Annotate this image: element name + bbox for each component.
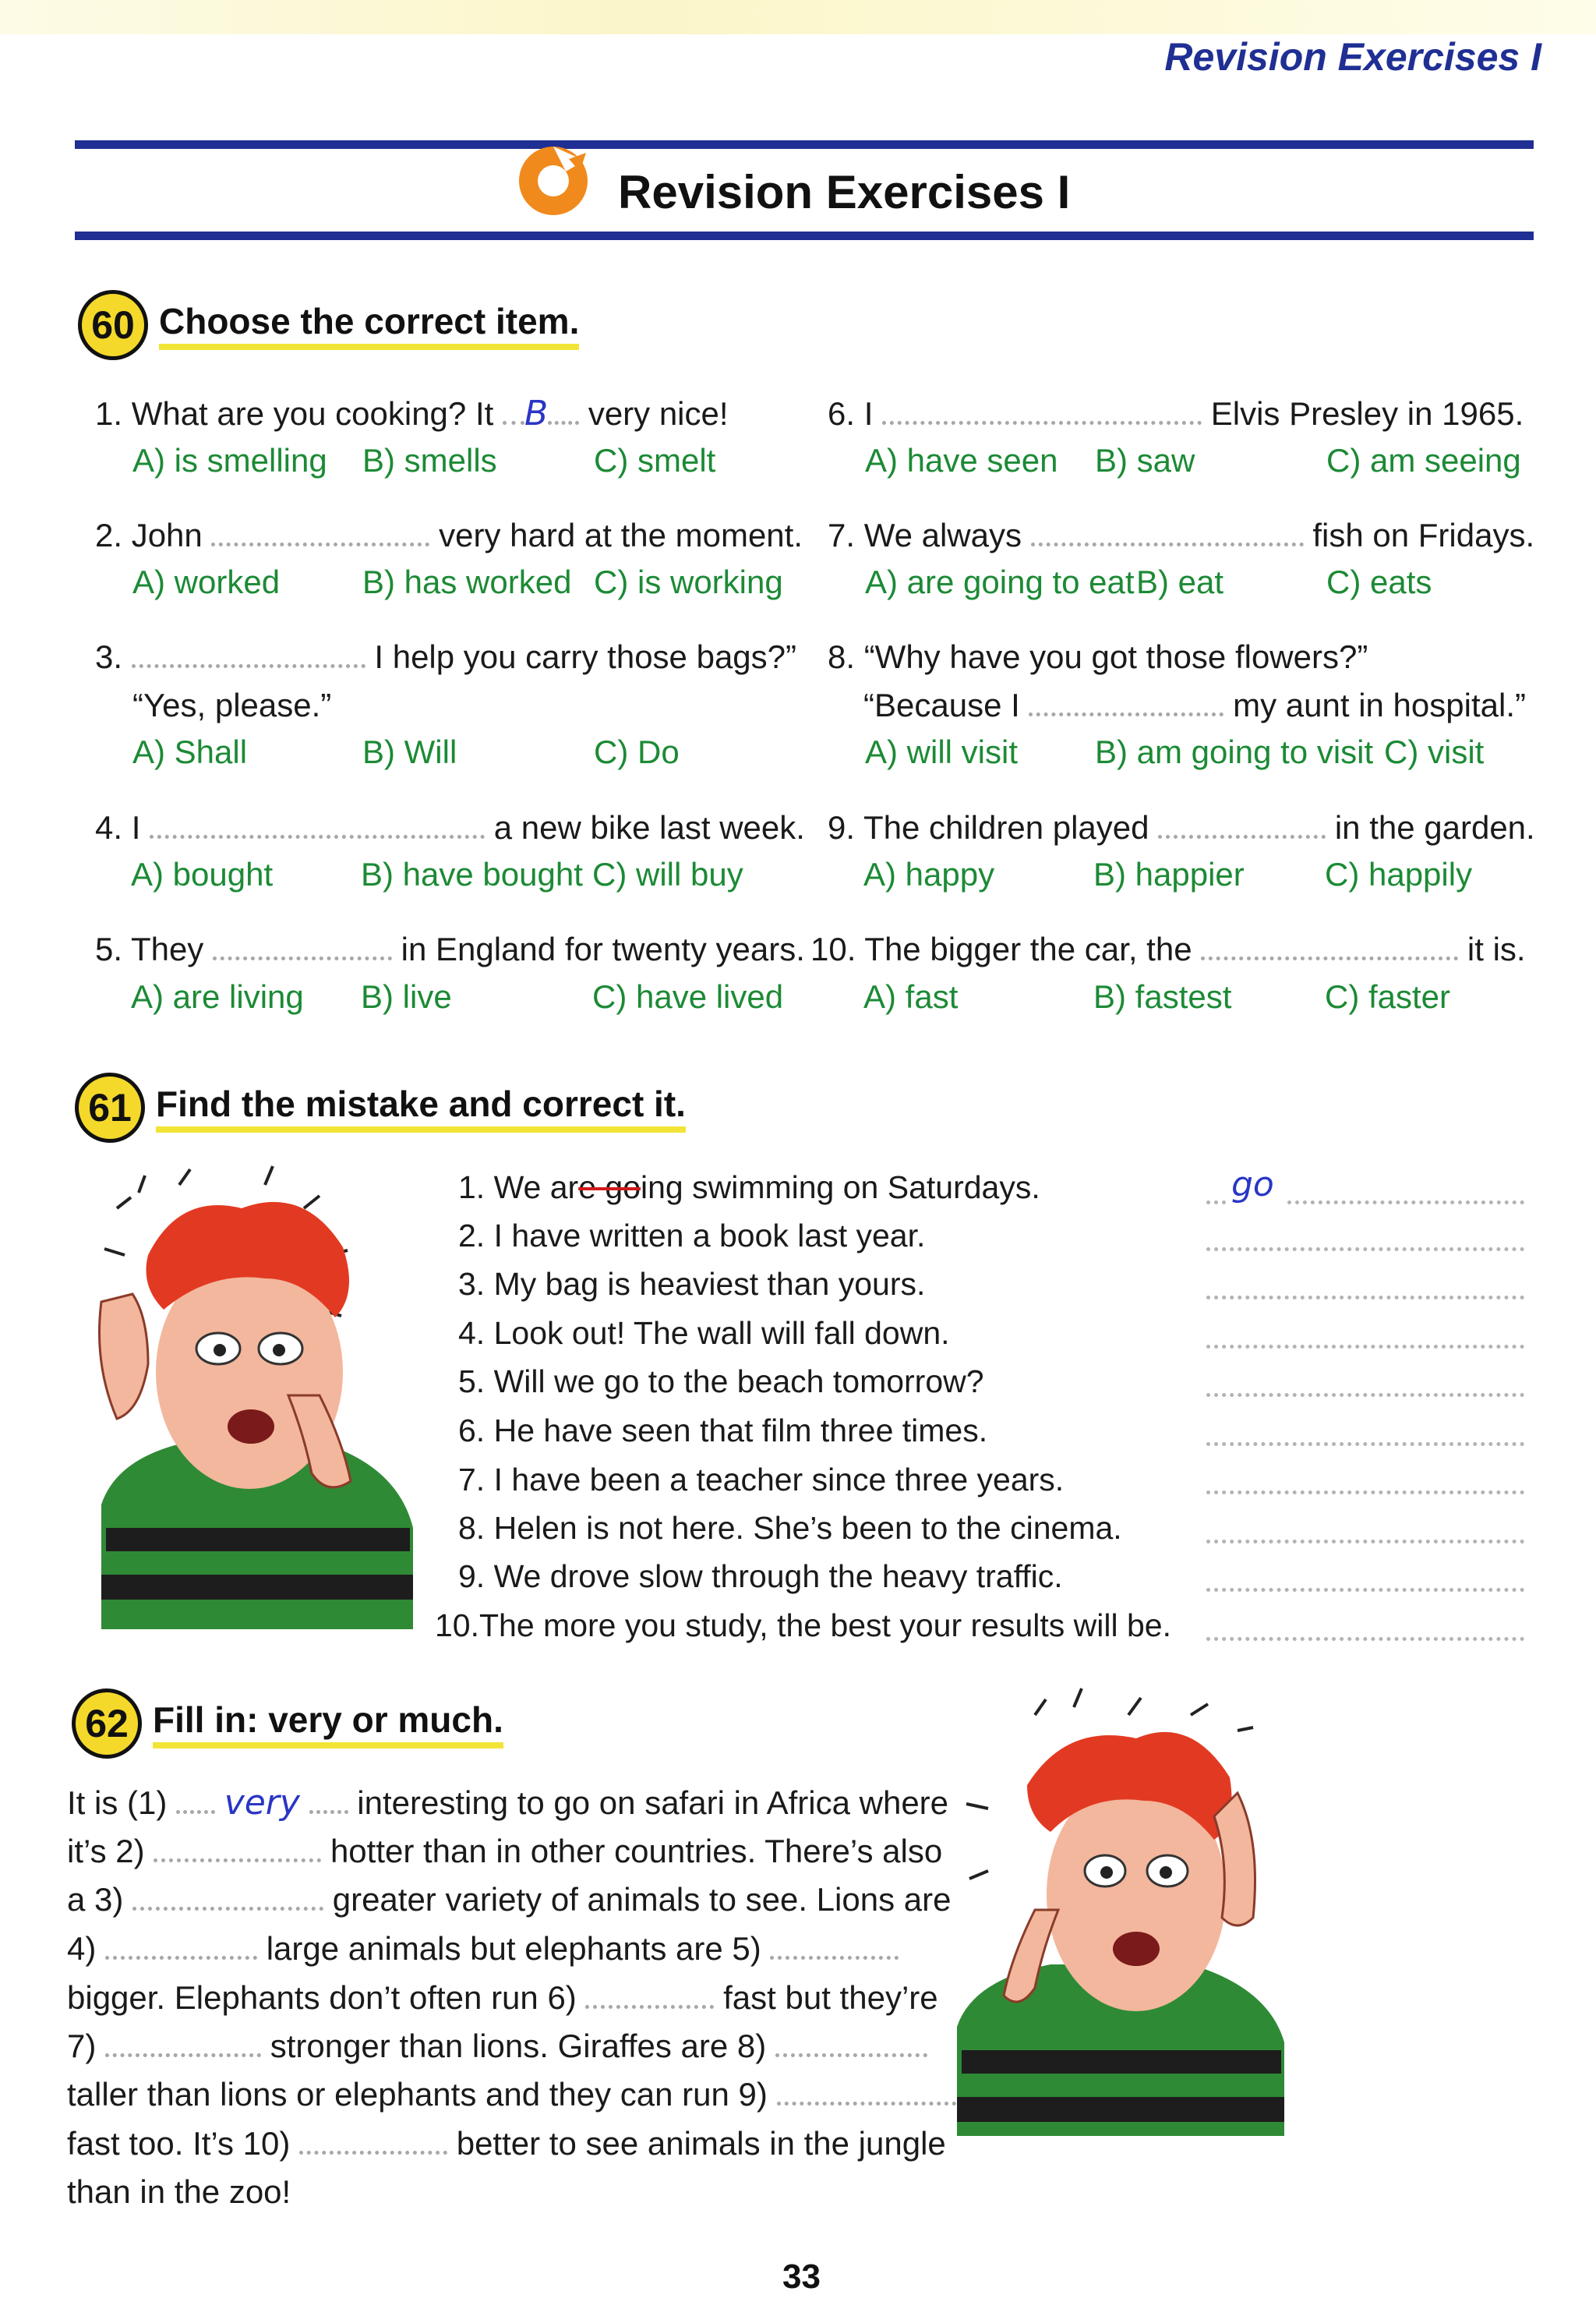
ex61-answer-line-7[interactable] xyxy=(1206,1490,1524,1494)
ex61-answer-line-2[interactable] xyxy=(1206,1247,1524,1251)
ex61-item-3: 3. My bag is heaviest than yours. xyxy=(458,1266,926,1302)
ex61-answer-line-3[interactable] xyxy=(1206,1296,1524,1299)
running-title: Revision Exercises I xyxy=(1164,35,1541,79)
ex62-line-8: fast too. It’s 10) better to see animals in the jungle xyxy=(67,2125,946,2162)
ex62-line-5: bigger. Elephants don’t often run 6) fast but they’re xyxy=(67,1979,938,2016)
ex61-item-2: 2. I have written a book last year. xyxy=(458,1218,926,1253)
ex61-answer-line-5[interactable] xyxy=(1206,1393,1524,1397)
ex61-item-8: 8. Helen is not here. She’s been to the cinema. xyxy=(458,1510,1122,1546)
ex60-item-2-option-a[interactable]: A) worked xyxy=(132,564,281,600)
ex60-item-8-option-b[interactable]: B) am going to visit xyxy=(1095,734,1374,770)
ex60-item-6-option-c[interactable]: C) am seeing xyxy=(1326,442,1521,479)
ex60-item-3-option-c[interactable]: C) Do xyxy=(594,734,680,770)
ex60-number-badge: 60 xyxy=(78,290,148,360)
ex60-item-1-option-b[interactable]: B) smells xyxy=(362,442,497,479)
ex60-item-3-option-b[interactable]: B) Will xyxy=(362,734,457,770)
ex60-item-2-option-b[interactable]: B) has worked xyxy=(362,564,572,600)
page-title: Revision Exercises I xyxy=(618,166,1071,218)
ex62-line-9: than in the zoo! xyxy=(67,2173,291,2210)
ex60-item-7: 7. We always fish on Fridays. xyxy=(828,517,1535,553)
ex62-line-6: 7) stronger than lions. Giraffes are 8) xyxy=(67,2027,927,2066)
ex62-line-1: It is (1) very interesting to go on safari in Africa where xyxy=(67,1783,949,1823)
ex60-item-9: 9. The children played in the garden. xyxy=(828,809,1535,846)
title-rule-top xyxy=(75,140,1534,149)
ex60-item-10-option-b[interactable]: B) fastest xyxy=(1093,978,1232,1015)
ex61-item-5: 5. Will we go to the beach tomorrow? xyxy=(458,1363,984,1399)
worried-boy-illustration-left xyxy=(70,1162,429,1629)
ex60-item-8-option-c[interactable]: C) visit xyxy=(1384,734,1485,770)
ex60-item-3: 3. I help you carry those bags?” xyxy=(95,638,797,675)
ex60-item-9-option-c[interactable]: C) happily xyxy=(1325,856,1473,893)
ex60-item-9-option-b[interactable]: B) happier xyxy=(1093,856,1245,893)
ex60-item-8-line2: “Because I my aunt in hospital.” xyxy=(863,687,1526,723)
ex62-number-badge: 62 xyxy=(72,1688,142,1759)
ex61-answer-line-8[interactable] xyxy=(1206,1540,1524,1543)
ex60-item-4-option-a[interactable]: A) bought xyxy=(131,856,274,893)
ex62-line-7: taller than lions or elephants and they can run 9) xyxy=(67,2075,956,2114)
ex60-item-3-line2: “Yes, please.” xyxy=(132,687,332,723)
ex61-item-7: 7. I have been a teacher since three years. xyxy=(458,1462,1065,1497)
ex62-header xyxy=(72,1688,503,1759)
top-color-band xyxy=(0,0,1596,34)
ex60-item-2-option-c[interactable]: C) is working xyxy=(594,564,783,600)
ex61-answer-line-1b[interactable] xyxy=(1287,1200,1524,1204)
ex61-answer-line-10[interactable] xyxy=(1206,1637,1524,1641)
ex62-line-4: 4) large animals but elephants are 5) xyxy=(67,1929,899,1968)
ex61-item-10: 10.The more you study, the best your results will be. xyxy=(435,1607,1171,1643)
ex61-header xyxy=(75,1073,686,1143)
ex60-item-8-option-a[interactable]: A) will visit xyxy=(865,734,1018,770)
ex60-item-5: 5. They in England for twenty years. xyxy=(95,931,805,967)
ex60-item-4-option-b[interactable]: B) have bought xyxy=(361,856,583,893)
ex60-item-1-option-c[interactable]: C) smelt xyxy=(594,442,716,479)
ex60-item-4: 4. I a new bike last week. xyxy=(95,809,805,846)
ex61-item-4: 4. Look out! The wall will fall down. xyxy=(458,1315,950,1351)
ex60-item-7-option-c[interactable]: C) eats xyxy=(1326,564,1432,600)
ex61-answer-line-6[interactable] xyxy=(1206,1442,1524,1446)
ex60-instruction: Choose the correct item. xyxy=(159,300,579,350)
ex60-item-10-option-a[interactable]: A) fast xyxy=(863,978,959,1015)
ex60-item-5-option-c[interactable]: C) have lived xyxy=(592,978,784,1015)
ex61-answer-1: go xyxy=(1231,1165,1274,1204)
ex60-item-6-option-b[interactable]: B) saw xyxy=(1095,442,1195,479)
ex60-answer-1: B xyxy=(524,394,549,433)
page-number: 33 xyxy=(782,2258,821,2296)
ex62-line-3: a 3) greater variety of animals to see. Lions are xyxy=(67,1881,952,1918)
worried-boy-illustration-right xyxy=(941,1684,1308,2136)
ex60-item-9-option-a[interactable]: A) happy xyxy=(863,856,995,893)
ex61-answer-line-1a xyxy=(1206,1200,1226,1204)
ex61-strikethrough: e go xyxy=(578,1169,641,1205)
ex61-item-6: 6. He have seen that film three times. xyxy=(458,1413,988,1448)
ex62-line-2: it’s 2) hotter than in other countries. There’s also xyxy=(67,1833,943,1869)
ex61-item-9: 9. We drove slow through the heavy traffic. xyxy=(458,1558,1063,1594)
ex61-answer-line-9[interactable] xyxy=(1206,1588,1524,1592)
ex60-item-1: 1. What are you cooking? It B very nice! xyxy=(95,394,729,433)
ex60-item-1-option-a[interactable]: A) is smelling xyxy=(132,442,327,479)
ex61-answer-line-4[interactable] xyxy=(1206,1345,1524,1349)
ex61-item-1: 1. We are going swimming on Saturdays. xyxy=(458,1169,1040,1205)
ex62-instruction: Fill in: very or much. xyxy=(153,1699,503,1748)
ex60-item-5-option-b[interactable]: B) live xyxy=(361,978,452,1015)
title-rule-bottom xyxy=(75,232,1534,240)
ex60-header xyxy=(78,290,579,360)
ex61-instruction: Find the mistake and correct it. xyxy=(156,1083,686,1133)
ex60-item-2: 2. John very hard at the moment. xyxy=(95,517,803,553)
ex60-item-5-option-a[interactable]: A) are living xyxy=(131,978,304,1015)
orange-swirl-icon xyxy=(508,137,600,221)
ex61-number-badge: 61 xyxy=(75,1073,145,1143)
ex60-item-10: 10. The bigger the car, the it is. xyxy=(810,931,1526,967)
ex60-item-7-option-b[interactable]: B) eat xyxy=(1136,564,1224,600)
ex60-item-10-option-c[interactable]: C) faster xyxy=(1325,978,1451,1015)
ex62-answer-1: very xyxy=(224,1783,300,1823)
ex60-item-6: 6. I Elvis Presley in 1965. xyxy=(828,395,1524,432)
ex60-item-6-option-a[interactable]: A) have seen xyxy=(865,442,1058,479)
ex60-item-3-option-a[interactable]: A) Shall xyxy=(132,734,248,770)
ex60-item-4-option-c[interactable]: C) will buy xyxy=(592,856,743,893)
ex60-item-7-option-a[interactable]: A) are going to eat xyxy=(865,564,1135,600)
ex60-item-8: 8. “Why have you got those flowers?” xyxy=(828,638,1368,675)
